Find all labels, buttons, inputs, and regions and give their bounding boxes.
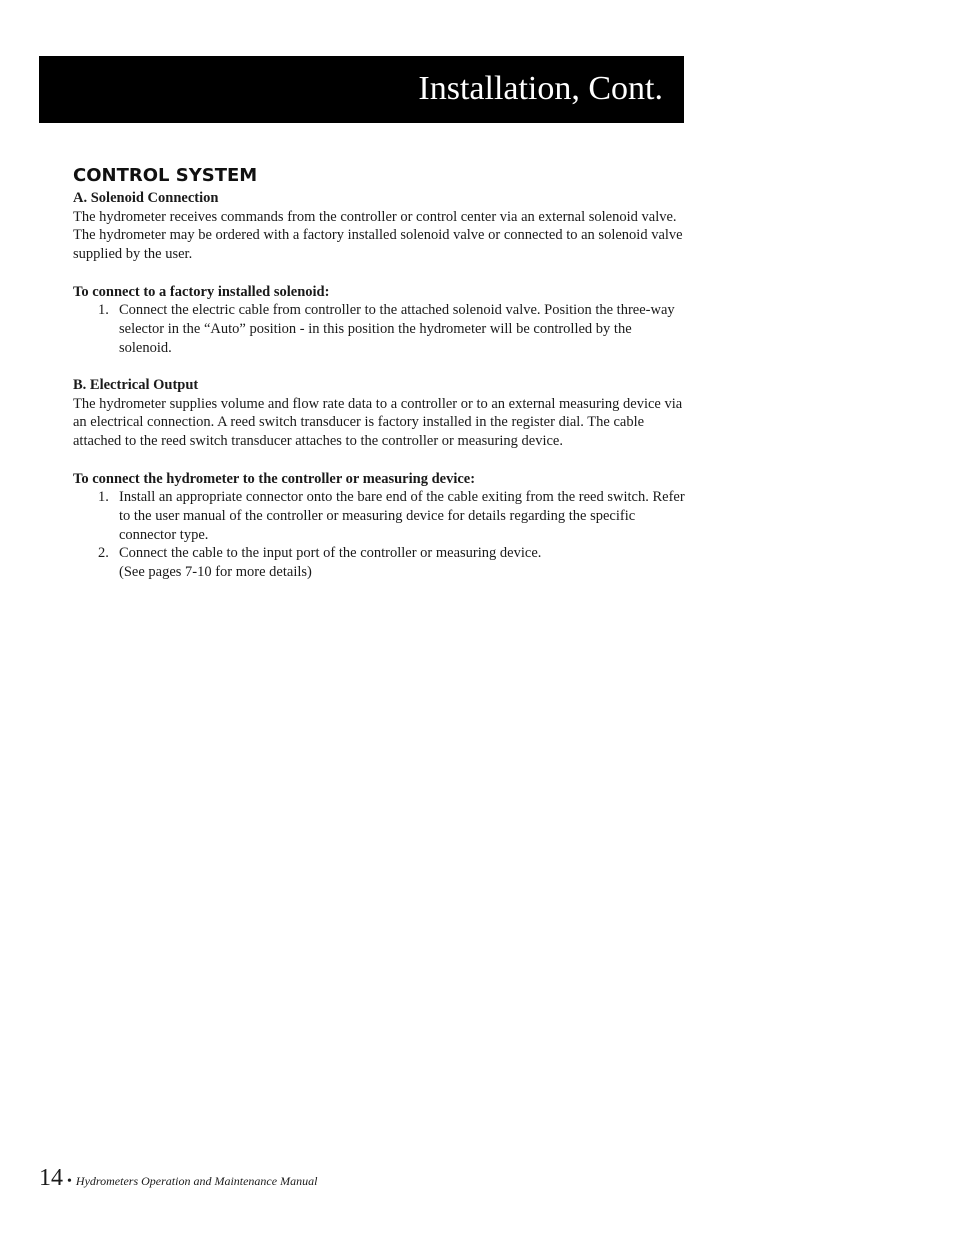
solenoid-connection-heading: A. Solenoid Connection [73,190,219,206]
list-item [73,488,688,544]
step-number: 1. [98,302,109,319]
main-content [73,163,688,582]
connect-device-heading: To connect the hydrometer to the controller or measuring device: [73,470,476,487]
connect-device-steps [73,488,688,582]
step-note: (See pages 7-10 for more details) [119,564,312,581]
list-item [73,301,688,357]
section-title: CONTROL SYSTEM [73,165,258,186]
step-number: 1. [98,489,109,506]
page-number: 14 [39,1165,63,1191]
header-band [39,56,684,123]
factory-solenoid-steps [73,301,688,357]
page-title: Installation, Cont. [418,70,663,107]
step-text: Connect the electric cable from controller to the attached solenoid valve. Position the three-way selector in the “Auto” position - in this position the hydrometer will be controlled by the solenoid. [119,302,675,356]
electrical-output-heading: B. Electrical Output [73,377,199,393]
solenoid-connection-paragraph: The hydrometer receives commands from the controller or control center via an external solenoid valve. The hydrometer may be ordered with a factory installed solenoid valve or connected to an solenoid valve supplied by the user. [73,208,683,263]
electrical-output-paragraph: The hydrometer supplies volume and flow rate data to a controller or to an external measuring device via an electrical connection. A reed switch transducer is factory installed in the register dial. The cable attached to the reed switch transducer attaches to the controller or measuring device. [73,395,683,450]
step-text: Connect the cable to the input port of the controller or measuring device. [119,545,542,562]
spacer [73,451,688,470]
footer-separator: • [67,1174,72,1189]
step-text: Install an appropriate connector onto the bare end of the cable exiting from the reed switch. Refer to the user manual of the controller or measuring device for details regarding the specific connector type. [119,489,685,543]
list-item [73,544,688,581]
step-number: 2. [98,545,109,562]
page-footer [39,1162,317,1194]
spacer [73,357,688,376]
factory-solenoid-heading: To connect to a factory installed solenoid: [73,283,330,300]
spacer [73,264,688,283]
manual-title: Hydrometers Operation and Maintenance Manual [75,1174,318,1188]
